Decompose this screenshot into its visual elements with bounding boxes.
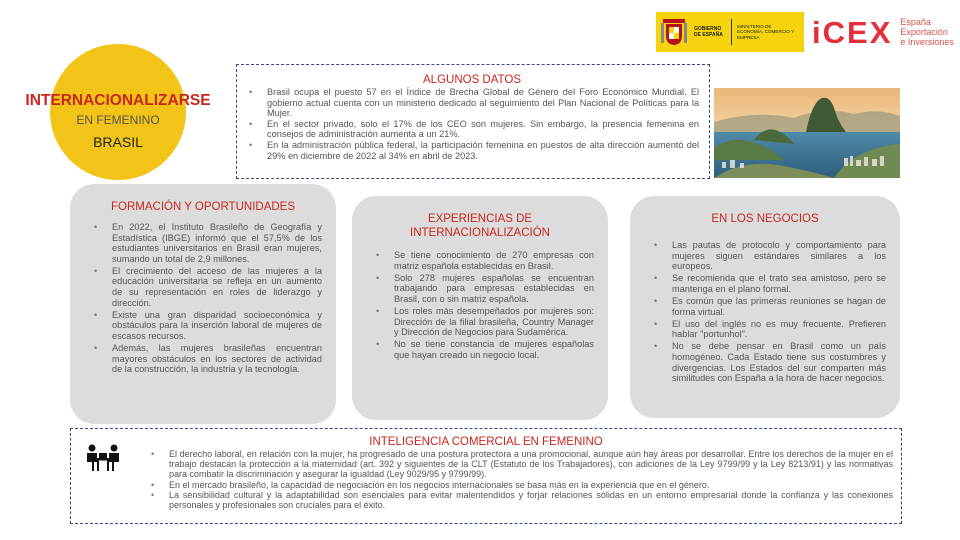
- negocios-panel: [630, 196, 900, 418]
- list-item: • En el mercado brasileño, la capacidad de negociación en los negocios internacionales se basa más en la experiencia que en el género.: [141, 480, 893, 490]
- list-item: • Los roles más desempeñados por mujeres son: Dirección de la filial brasileña, Country Manager y Dirección de Negocios para Sudamérica.: [366, 306, 594, 338]
- experiencias-panel: [352, 196, 608, 420]
- section-title: FORMACIÓN Y OPORTUNIDADES: [110, 201, 296, 213]
- list-item: • Brasil ocupa el puesto 57 en el Índice de Brecha Global de Género del Foro Económico Mundial. El gobierno actual cuenta con un ministerio dedicado al seguimiento del Plan Nacional de Políticas para la Mujer.: [245, 87, 699, 119]
- icex-wordmark: iCEX: [812, 14, 893, 50]
- bullet-list: [141, 449, 893, 510]
- list-item: • El derecho laboral, en relación con la mujer, ha progresado de una postura protectora a una promocional, aunque aún hay áreas por desarrollar. Entre los derechos de la mujer en el trabajo destacan la protección a la maternidad (art. 392 y siguientes de la CLT (Estatuto de los Trabajadores), con adiciones de la Ley 9799/99 y la Ley 8213/91) y las normativas para combatir la discriminación y asegurar la igualdad (Ley 9029/95 y 9799/99).: [141, 449, 893, 480]
- list-item: • Es común que las primeras reuniones se hagan de forma virtual.: [644, 296, 886, 317]
- list-item: • En 2022, el Instituto Brasileño de Geografía y Estadística (IBGE) informó que el 57,5% de los estudiantes universitarios en Brasil eran mujeres, sumando un total de 2,9 millones.: [84, 222, 322, 264]
- bullet-list: [245, 87, 699, 161]
- landscape-image: [714, 88, 900, 178]
- country-label: BRASIL: [93, 134, 143, 150]
- formacion-panel: [70, 184, 336, 424]
- list-item: • Se tiene conocimiento de 270 empresas con matriz española establecidas en Brasil.: [366, 250, 594, 271]
- bullet-list: [366, 250, 594, 360]
- list-item: • Solo 278 mujeres españolas se encuentran trabajando para empresas establecidas en Brasil, con o sin matriz española.: [366, 273, 594, 305]
- section-title: INTELIGENCIA COMERCIAL EN FEMENINO: [369, 436, 603, 448]
- list-item: • El crecimiento del acceso de las mujeres a la educación universitaria se refleja en un aumento de su representación en roles de liderazgo y dirección.: [84, 266, 322, 308]
- page-title: INTERNACIONALIZARSE: [25, 92, 211, 109]
- government-logo: [656, 12, 804, 52]
- icex-tagline-line: e Inversiones: [900, 37, 954, 47]
- divider: [731, 19, 732, 45]
- section-title: ALGUNOS DATOS: [423, 74, 521, 86]
- icex-tagline: [900, 17, 954, 47]
- list-item: • En la administración pública federal, la participación femenina en puestos de alta dirección aumentó del 29% en diciembre de 2022 al 34% en abril de 2023.: [245, 140, 699, 161]
- list-item: • Las pautas de protocolo y comportamiento para mujeres siguen estándares similares a los europeos.: [644, 240, 886, 272]
- ministry-logo-text: MINISTERIO DE ECONOMÍA, COMERCIO Y EMPRESA: [737, 23, 795, 40]
- icex-tagline-line: España: [900, 17, 931, 27]
- gov-logo-text: GOBIERNO DE ESPAÑA: [694, 26, 723, 38]
- business-meeting-icon: [83, 443, 123, 473]
- title-block: [24, 92, 212, 151]
- rio-de-janeiro-photo: [714, 88, 900, 178]
- list-item: • Además, las mujeres brasileñas encuentran mayores obstáculos en los sectores de actividad de la construcción, la industria y la tecnología.: [84, 343, 322, 375]
- coat-of-arms-icon: [660, 17, 688, 47]
- section-title: EN LOS NEGOCIOS: [711, 213, 819, 225]
- inteligencia-box: [70, 428, 902, 524]
- list-item: • Existe una gran disparidad socioeconómica y obstáculos para la inserción laboral de mujeres de escasos recursos.: [84, 310, 322, 342]
- list-item: • Se recomienda que el trato sea amistoso, pero se mantenga en el plano formal.: [644, 273, 886, 294]
- list-item: • La sensibilidad cultural y la adaptabilidad son esenciales para evitar malentendidos y forjar relaciones sólidas en un entorno empresarial donde la confianza y las conexiones personales y profesionales son cruciales para el éxito.: [141, 490, 893, 510]
- icex-tagline-line: Exportación: [900, 27, 948, 37]
- section-title: EXPERIENCIAS DE INTERNACIONALIZACIÓN: [410, 213, 550, 239]
- list-item: • El uso del inglés no es muy frecuente. Prefieren hablar "portunhol".: [644, 319, 886, 340]
- list-item: • En el sector privado, solo el 17% de los CEO son mujeres. Sin embargo, la presencia femenina en consejos de administración aumenta a un 21%.: [245, 119, 699, 140]
- bullet-list: [84, 222, 322, 375]
- list-item: • No se tiene constancia de mujeres españolas que hayan creado un negocio local.: [366, 339, 594, 360]
- list-item: • No se debe pensar en Brasil como un país homogéneo. Cada Estado tiene sus costumbres y divergencias. Los Estados del sur comparten más similitudes con España a la hora de hacer negocios.: [644, 341, 886, 383]
- bullet-list: [644, 240, 886, 384]
- page-subtitle: EN FEMENINO: [76, 113, 160, 127]
- algunos-datos-box: [236, 64, 710, 179]
- icex-logo: [812, 12, 960, 52]
